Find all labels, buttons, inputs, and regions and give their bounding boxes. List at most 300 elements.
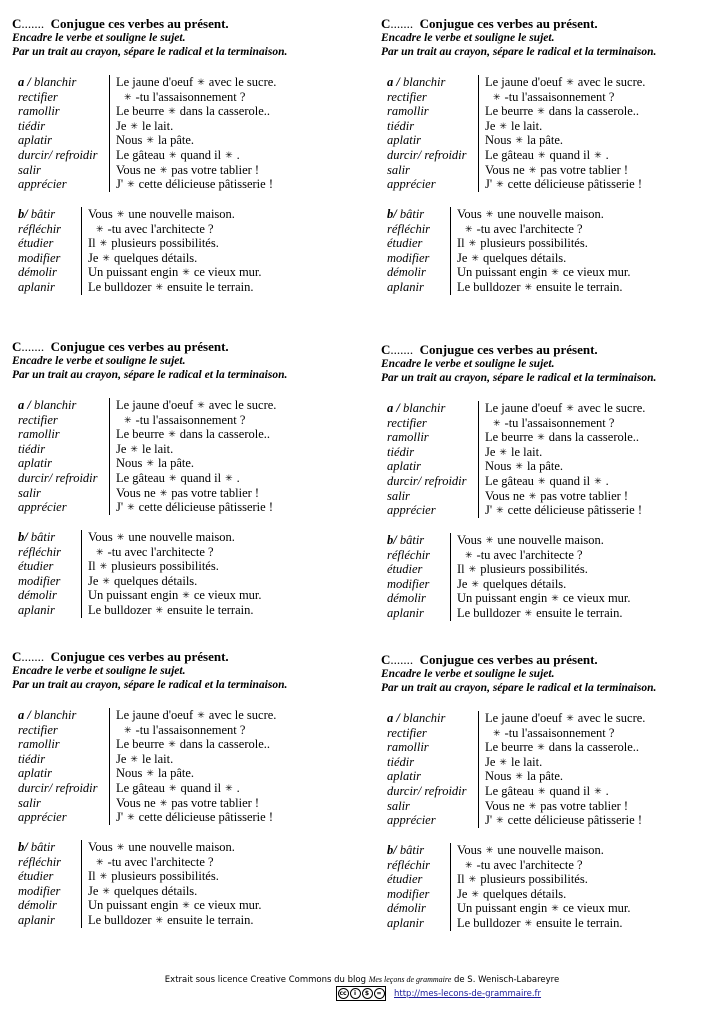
card-instruction-1: Encadre le verbe et souligne le sujet. <box>12 665 186 677</box>
sentence-cell <box>81 559 219 574</box>
section-label: a / <box>387 75 400 89</box>
section-a <box>387 711 645 828</box>
sentence-cell <box>478 445 542 460</box>
exercise-row <box>18 781 276 796</box>
blank-star-icon: ✳ <box>127 812 135 823</box>
card-instruction-1: Encadre le verbe et souligne le sujet. <box>12 355 186 367</box>
sentence-cell <box>81 588 262 603</box>
sentence-start: Vous ne <box>485 162 525 177</box>
exercise-row <box>18 471 276 486</box>
exercise-row <box>18 280 262 295</box>
verb-infinitive: ramollir <box>18 427 60 442</box>
verb-infinitive: réfléchir <box>18 544 62 559</box>
verb-cell <box>387 916 450 931</box>
card-instruction-2: Par un trait au crayon, sépare le radical et la terminaison. <box>12 369 288 381</box>
card-instruction-2: Par un trait au crayon, sépare le radical et la terminaison. <box>381 372 657 384</box>
sentence-cell <box>478 489 628 504</box>
footer-license <box>336 986 541 1001</box>
verb-infinitive: tiédir <box>387 118 415 133</box>
blank-star-icon: ✳ <box>515 135 523 146</box>
exercise-row <box>387 236 631 251</box>
sentence-end: avec le sucre. <box>208 398 277 412</box>
verb-cell <box>387 265 450 280</box>
blank-star-icon: ✳ <box>182 590 190 601</box>
sentence-start: Je <box>457 576 468 591</box>
exercise-row <box>387 755 645 770</box>
sentence-start: Le jaune d'oeuf <box>485 401 563 415</box>
sentence-cell <box>109 442 173 457</box>
card-dots: ....... <box>390 342 414 357</box>
sentence-end: cette délicieuse pâtisserie ! <box>138 500 273 515</box>
verb-cell <box>18 486 109 501</box>
sentence-start: Nous <box>485 133 512 148</box>
blank-star-icon: ✳ <box>566 77 574 87</box>
exercise-row <box>387 119 645 134</box>
sentence-cell <box>81 869 219 884</box>
verb-cell <box>18 855 81 870</box>
sentence-end: dans la casserole.. <box>548 104 640 119</box>
verb-cell <box>18 236 81 251</box>
sentence-start: Un puissant engin <box>88 265 179 280</box>
verb-infinitive: salir <box>387 162 410 177</box>
sentence-cell <box>450 843 604 858</box>
exercise-row <box>18 133 276 148</box>
sentence-end: plusieurs possibilités. <box>480 236 588 251</box>
verb-cell <box>387 163 478 178</box>
verb-infinitive: salir <box>387 488 410 503</box>
sentence-cell <box>81 251 197 266</box>
sentence-end: la pâte. <box>157 133 195 148</box>
card-title <box>12 649 362 664</box>
sentence-end: ensuite le terrain. <box>167 602 254 617</box>
exercise-row <box>18 398 276 413</box>
exercise-row <box>387 401 645 416</box>
footer-blog-name: Mes leçons de grammaire <box>368 975 452 984</box>
sentence-cell <box>109 163 259 178</box>
blank-star-icon: ✳ <box>182 267 190 278</box>
sentence-end: ce vieux mur. <box>193 588 262 603</box>
sentence-start: J' <box>485 503 493 518</box>
sentence-cell <box>109 766 194 781</box>
blank-star-icon: ✳ <box>566 713 574 723</box>
card-instruction-1: Encadre le verbe et souligne le sujet. <box>381 668 555 680</box>
sentence-cell <box>478 90 614 105</box>
blank-star-icon: ✳ <box>168 106 176 117</box>
sentence-start: Je <box>457 250 468 265</box>
verb-infinitive: tiédir <box>18 441 46 456</box>
card-dots: ....... <box>390 652 414 667</box>
sentence-start: Il <box>88 236 96 251</box>
exercise-row <box>18 207 262 222</box>
sentence-end: la pâte. <box>526 769 564 784</box>
sentence-start: Le jaune d'oeuf <box>485 75 563 89</box>
verb-infinitive: tiédir <box>387 444 415 459</box>
blank-star-icon: ✳ <box>485 845 494 855</box>
blank-star-icon: ✳ <box>168 429 176 440</box>
exercise-row <box>18 603 262 618</box>
verb-cell <box>387 548 450 563</box>
blank-star-icon: ✳ <box>159 797 168 808</box>
sentence-cell <box>109 737 270 752</box>
exercise-row <box>18 869 262 884</box>
blank-star-icon: ✳ <box>496 815 504 826</box>
blank-star-icon: ✳ <box>471 252 479 263</box>
exercise-row <box>18 427 276 442</box>
exercise-row <box>387 430 645 445</box>
exercise-row <box>387 843 631 858</box>
sentence-cell <box>450 606 622 621</box>
blank-star-icon: ✳ <box>99 561 108 572</box>
verb-infinitive: apprécier <box>387 503 436 518</box>
footer-credit <box>0 974 724 986</box>
section-label: a / <box>18 398 31 412</box>
verb-cell <box>18 723 109 738</box>
exercise-row <box>18 723 276 738</box>
verb-cell <box>18 75 109 90</box>
blank-star-icon: ✳ <box>155 604 164 615</box>
verb-infinitive: tiédir <box>387 754 415 769</box>
sentence-cell <box>81 207 235 222</box>
blank-star-icon: ✳ <box>524 607 533 618</box>
sentence-cell <box>478 133 563 148</box>
verb-infinitive: ramollir <box>387 740 429 755</box>
sentence-start: Je <box>116 118 127 133</box>
sentence-end: quelques détails. <box>482 250 567 265</box>
blank-star-icon: ✳ <box>499 446 507 457</box>
blank-star-icon: ✳ <box>493 91 501 102</box>
blank-star-icon: ✳ <box>102 885 110 896</box>
section-label: a / <box>387 401 400 415</box>
exercise-row <box>387 901 631 916</box>
footer-text-before: Extrait sous licence Creative Commons du blog <box>164 975 366 985</box>
verb-infinitive: bâtir <box>30 207 56 221</box>
verb-infinitive: aplanir <box>387 279 424 294</box>
blank-star-icon: ✳ <box>96 223 104 234</box>
verb-infinitive: modifier <box>387 576 430 591</box>
card-title <box>381 16 724 31</box>
sentence-end: quand il <box>549 783 591 798</box>
sentence-end-2: . <box>236 780 240 795</box>
verb-cell <box>18 163 109 178</box>
sentence-end: ensuite le terrain. <box>536 915 623 930</box>
verb-infinitive: durcir/ refroidir <box>387 783 467 798</box>
sentence-cell <box>81 603 253 618</box>
verb-cell <box>18 265 81 280</box>
sentence-cell <box>81 222 214 237</box>
exercise-row <box>387 591 631 606</box>
blank-star-icon: ✳ <box>465 223 473 234</box>
blank-star-icon: ✳ <box>537 149 546 160</box>
verb-cell <box>18 588 81 603</box>
sentence-cell <box>450 207 604 222</box>
sentence-end: plusieurs possibilités. <box>111 236 219 251</box>
verb-infinitive: étudier <box>387 562 423 577</box>
blank-star-icon: ✳ <box>537 106 545 117</box>
sentence-end: cette délicieuse pâtisserie ! <box>507 503 642 518</box>
sentence-end: une nouvelle maison. <box>497 843 604 857</box>
section-label: b/ <box>18 840 28 854</box>
blank-star-icon: ✳ <box>465 859 473 870</box>
verb-cell <box>18 810 109 825</box>
verb-cell <box>387 799 478 814</box>
sentence-end-2: . <box>605 783 609 798</box>
sentence-end: ce vieux mur. <box>193 265 262 280</box>
card-letter: C <box>12 339 22 354</box>
sentence-cell <box>478 104 639 119</box>
card-dots: ....... <box>21 339 45 354</box>
section-label: b/ <box>387 207 397 221</box>
blank-star-icon: ✳ <box>499 756 507 767</box>
sentence-cell <box>81 855 214 870</box>
blank-star-icon: ✳ <box>127 502 135 513</box>
exercise-row <box>18 177 276 192</box>
exercise-row <box>18 574 262 589</box>
blank-star-icon: ✳ <box>130 753 138 764</box>
sentence-cell <box>478 474 609 489</box>
sentence-end-2: . <box>605 473 609 488</box>
verb-cell <box>387 577 450 592</box>
blank-star-icon: ✳ <box>551 903 559 914</box>
verb-infinitive: tiédir <box>18 118 46 133</box>
exercise-row <box>18 840 262 855</box>
exercise-row <box>18 251 262 266</box>
blank-star-icon: ✳ <box>471 888 479 899</box>
sentence-cell <box>109 708 276 723</box>
exercise-row <box>387 177 645 192</box>
sentence-cell <box>109 413 245 428</box>
verb-infinitive: durcir/ refroidir <box>18 147 98 162</box>
exercise-card <box>381 652 724 952</box>
blank-star-icon: ✳ <box>551 267 559 278</box>
verb-cell <box>387 755 478 770</box>
verb-cell <box>18 603 81 618</box>
sentence-cell <box>109 781 240 796</box>
sentence-start: Vous ne <box>485 488 525 503</box>
sentence-end: avec le sucre. <box>577 75 646 89</box>
exercise-row <box>387 799 645 814</box>
verb-infinitive: blanchir <box>402 401 446 415</box>
sentence-cell <box>478 416 614 431</box>
verb-cell <box>18 177 109 192</box>
sentence-cell <box>478 177 642 192</box>
exercise-row <box>18 486 276 501</box>
sentence-end: -tu l'assaisonnement ? <box>135 412 246 427</box>
sentence-cell <box>81 265 262 280</box>
sentence-cell <box>450 916 622 931</box>
blank-star-icon: ✳ <box>537 432 545 443</box>
verb-infinitive: apprécier <box>18 177 67 192</box>
blank-star-icon: ✳ <box>124 724 132 735</box>
sentence-cell <box>450 577 566 592</box>
verb-infinitive: modifier <box>387 886 430 901</box>
exercise-row <box>18 148 276 163</box>
sentence-start: Un puissant engin <box>457 901 548 916</box>
verb-cell <box>387 445 478 460</box>
sentence-cell <box>81 530 235 545</box>
sentence-start: Je <box>116 441 127 456</box>
verb-cell <box>18 207 81 222</box>
exercise-row <box>18 855 262 870</box>
footer-url-link[interactable]: http://mes-lecons-de-grammaire.fr <box>394 988 542 999</box>
verb-infinitive: aplanir <box>18 912 55 927</box>
sentence-end: -tu l'assaisonnement ? <box>135 89 246 104</box>
sentence-end: avec le sucre. <box>577 401 646 415</box>
exercise-row <box>387 711 645 726</box>
sentence-cell <box>109 148 240 163</box>
verb-infinitive: démolir <box>387 591 426 606</box>
sentence-start: Il <box>88 559 96 574</box>
sentence-cell <box>478 813 642 828</box>
exercise-row <box>387 813 645 828</box>
sentence-end-2: . <box>236 147 240 162</box>
sentence-start: Vous ne <box>116 795 156 810</box>
sentence-start: Le bulldozer <box>457 915 521 930</box>
exercise-row <box>18 559 262 574</box>
verb-cell <box>18 869 81 884</box>
sentence-end: ensuite le terrain. <box>536 279 623 294</box>
sentence-start: Le gâteau <box>116 470 165 485</box>
verb-cell <box>18 898 81 913</box>
sentence-end: dans la casserole.. <box>179 737 271 752</box>
blank-star-icon: ✳ <box>528 164 537 175</box>
sentence-start: Le beurre <box>116 104 165 119</box>
verb-cell <box>387 813 478 828</box>
sentence-start: Nous <box>116 456 143 471</box>
sentence-end-2: . <box>236 470 240 485</box>
verb-infinitive: étudier <box>18 559 54 574</box>
verb-infinitive: salir <box>18 162 41 177</box>
sentence-cell <box>109 486 259 501</box>
sentence-start: Il <box>88 869 96 884</box>
verb-cell <box>18 574 81 589</box>
sentence-start: Le gâteau <box>485 783 534 798</box>
footer-text-after: de S. Wenisch-Labareyre <box>453 975 560 985</box>
card-letter: C <box>381 16 391 31</box>
sentence-start: Vous ne <box>116 162 156 177</box>
sentence-end: pas votre tablier ! <box>171 162 260 177</box>
sentence-cell <box>450 887 566 902</box>
verb-cell <box>18 90 109 105</box>
verb-infinitive: bâtir <box>399 843 425 857</box>
verb-infinitive: rectifier <box>387 415 427 430</box>
blank-star-icon: ✳ <box>225 782 233 793</box>
verb-infinitive: démolir <box>18 265 57 280</box>
verb-cell <box>387 119 478 134</box>
blank-star-icon: ✳ <box>537 785 546 796</box>
verb-cell <box>387 858 450 873</box>
section-a <box>18 398 276 515</box>
verb-infinitive: aplatir <box>387 769 422 784</box>
sentence-cell <box>450 562 588 577</box>
sentence-end: avec le sucre. <box>577 711 646 725</box>
sentence-start: Un puissant engin <box>88 588 179 603</box>
sentence-end: -tu avec l'architecte ? <box>476 221 583 236</box>
verb-cell <box>387 104 478 119</box>
verb-infinitive: durcir/ refroidir <box>18 780 98 795</box>
verb-infinitive: bâtir <box>30 840 56 854</box>
sentence-start: Je <box>485 118 496 133</box>
verb-infinitive: ramollir <box>18 104 60 119</box>
sentence-cell <box>109 810 273 825</box>
sentence-start: Le bulldozer <box>88 912 152 927</box>
sentence-end: -tu avec l'architecte ? <box>107 544 214 559</box>
sentence-end: plusieurs possibilités. <box>480 872 588 887</box>
verb-infinitive: étudier <box>18 236 54 251</box>
verb-infinitive: apprécier <box>18 810 67 825</box>
card-letter: C <box>12 16 22 31</box>
verb-cell <box>387 177 478 192</box>
sentence-end: cette délicieuse pâtisserie ! <box>507 177 642 192</box>
verb-infinitive: modifier <box>387 250 430 265</box>
section-b <box>387 207 631 295</box>
exercise-row <box>18 752 276 767</box>
exercise-row <box>18 413 276 428</box>
exercise-row <box>18 913 262 928</box>
sentence-end: quelques détails. <box>113 573 198 588</box>
sentence-cell <box>109 500 273 515</box>
verb-infinitive: démolir <box>18 898 57 913</box>
verb-cell <box>387 726 478 741</box>
verb-cell <box>18 222 81 237</box>
card-dots: ....... <box>21 16 45 31</box>
blank-star-icon: ✳ <box>168 149 177 160</box>
exercise-row <box>387 207 631 222</box>
section-b <box>18 207 262 295</box>
section-label: a / <box>18 75 31 89</box>
verb-infinitive: ramollir <box>387 104 429 119</box>
sentence-cell <box>109 723 245 738</box>
verb-cell <box>387 148 478 163</box>
verb-cell <box>387 843 450 858</box>
blank-star-icon: ✳ <box>182 900 190 911</box>
sentence-start: J' <box>485 813 493 828</box>
sentence-start: Je <box>485 754 496 769</box>
sentence-end: la pâte. <box>526 459 564 474</box>
creative-commons-badge-icon: cc i $ = <box>336 986 386 1001</box>
blank-star-icon: ✳ <box>116 842 125 852</box>
section-a <box>18 708 276 825</box>
blank-star-icon: ✳ <box>537 475 546 486</box>
exercise-row <box>387 887 631 902</box>
exercise-card <box>381 16 724 316</box>
sentence-end: pas votre tablier ! <box>540 488 629 503</box>
sentence-end: une nouvelle maison. <box>497 533 604 547</box>
blank-star-icon: ✳ <box>528 800 537 811</box>
sentence-end: -tu l'assaisonnement ? <box>135 722 246 737</box>
sentence-end: dans la casserole.. <box>548 430 640 445</box>
sentence-end: la pâte. <box>157 766 195 781</box>
card-title <box>12 339 362 354</box>
exercise-row <box>387 769 645 784</box>
verb-cell <box>18 737 109 752</box>
blank-star-icon: ✳ <box>197 400 205 410</box>
sentence-cell <box>450 533 604 548</box>
verb-cell <box>18 398 109 413</box>
blank-star-icon: ✳ <box>124 91 132 102</box>
blank-star-icon: ✳ <box>225 472 233 483</box>
verb-infinitive: aplanir <box>387 915 424 930</box>
sentence-end: la pâte. <box>526 133 564 148</box>
exercise-row <box>387 222 631 237</box>
sentence-end: -tu l'assaisonnement ? <box>504 89 615 104</box>
sentence-cell <box>109 471 240 486</box>
sentence-end: pas votre tablier ! <box>540 162 629 177</box>
card-instruction-1: Encadre le verbe et souligne le sujet. <box>381 32 555 44</box>
sentence-cell <box>81 840 235 855</box>
sentence-start: Le beurre <box>485 104 534 119</box>
sentence-start: Le gâteau <box>485 473 534 488</box>
blank-star-icon: ✳ <box>496 179 504 190</box>
